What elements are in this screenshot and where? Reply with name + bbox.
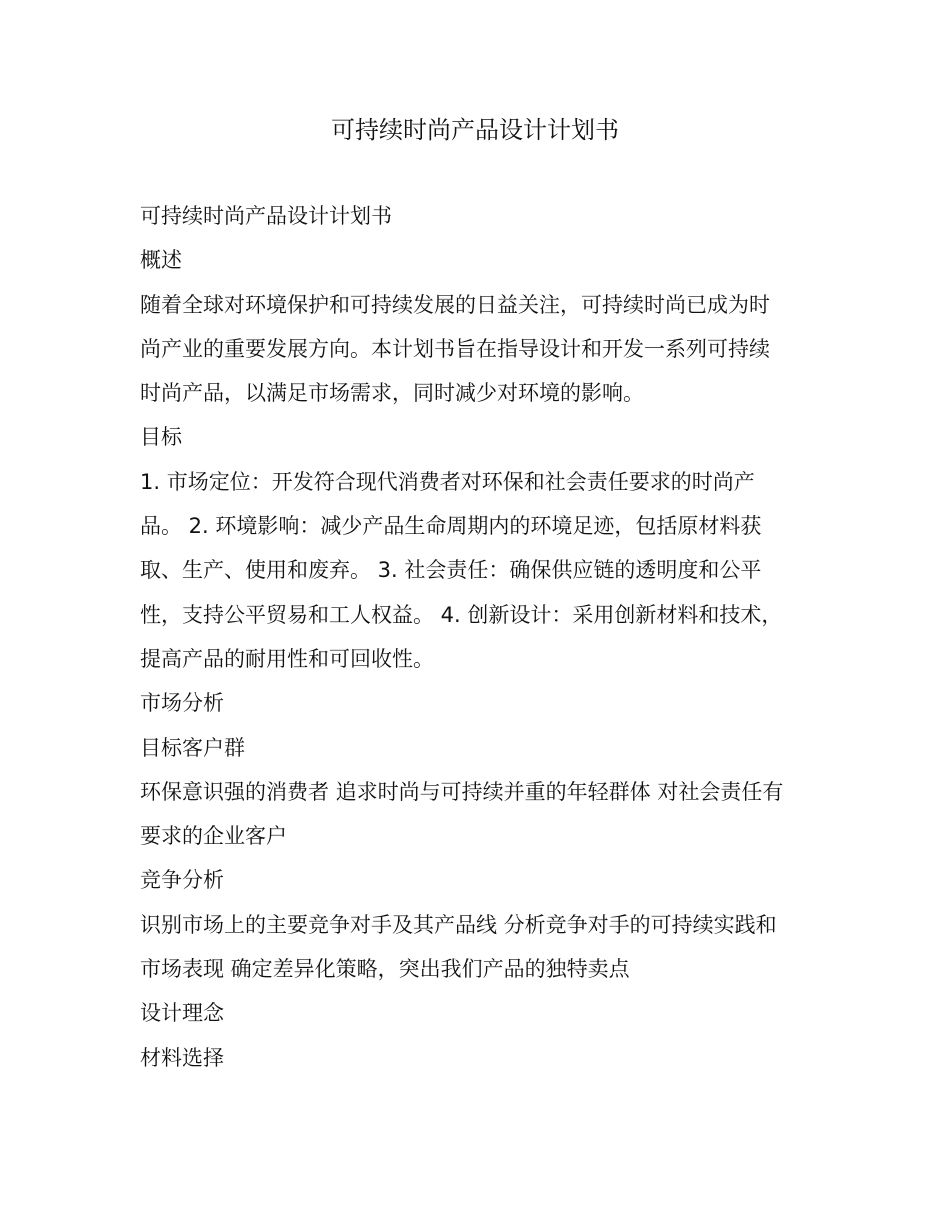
goals-paragraph [140,460,820,681]
design-concept-heading: 设计理念 [140,1001,224,1026]
goals-line: 品。 2. 环境影响：减少产品生命周期内的环境足迹，包括原材料获 [140,514,762,539]
overview-line: 时尚产品，以满足市场需求，同时减少对环境的影响。 [140,381,644,406]
material-selection-heading: 材料选择 [140,1045,224,1070]
overview-heading: 概述 [140,248,182,273]
goals-line: 性，支持公平贸易和工人权益。 4. 创新设计：采用创新材料和技术， [140,602,783,627]
competition-line: 市场表现 确定差异化策略，突出我们产品的独特卖点 [140,957,630,982]
goals-line: 取、生产、使用和废弃。 3. 社会责任：确保供应链的透明度和公平 [140,558,762,583]
market-analysis-heading: 市场分析 [140,691,224,716]
document-body [140,194,820,1080]
target-customers-heading: 目标客户群 [140,735,245,760]
goals-line: 1. 市场定位：开发符合现代消费者对环保和社会责任要求的时尚产 [140,469,755,494]
target-customers-paragraph [140,770,820,859]
competition-heading: 竞争分析 [140,868,224,893]
goals-heading: 目标 [140,425,182,450]
goals-line: 提高产品的耐用性和可回收性。 [140,646,434,671]
competition-paragraph [140,903,820,992]
target-line: 环保意识强的消费者 追求时尚与可持续并重的年轻群体 对社会责任有 [140,779,784,804]
overview-line: 尚产业的重要发展方向。本计划书旨在指导设计和开发一系列可持续 [140,336,770,361]
document-subtitle: 可持续时尚产品设计计划书 [140,204,392,228]
competition-line: 识别市场上的主要竞争对手及其产品线 分析竞争对手的可持续实践和 [140,912,777,937]
target-line: 要求的企业客户 [140,824,287,849]
document-title: 可持续时尚产品设计计划书 [331,116,619,144]
overview-paragraph [140,283,820,416]
overview-line: 随着全球对环境保护和可持续发展的日益关注，可持续时尚已成为时 [140,292,770,317]
